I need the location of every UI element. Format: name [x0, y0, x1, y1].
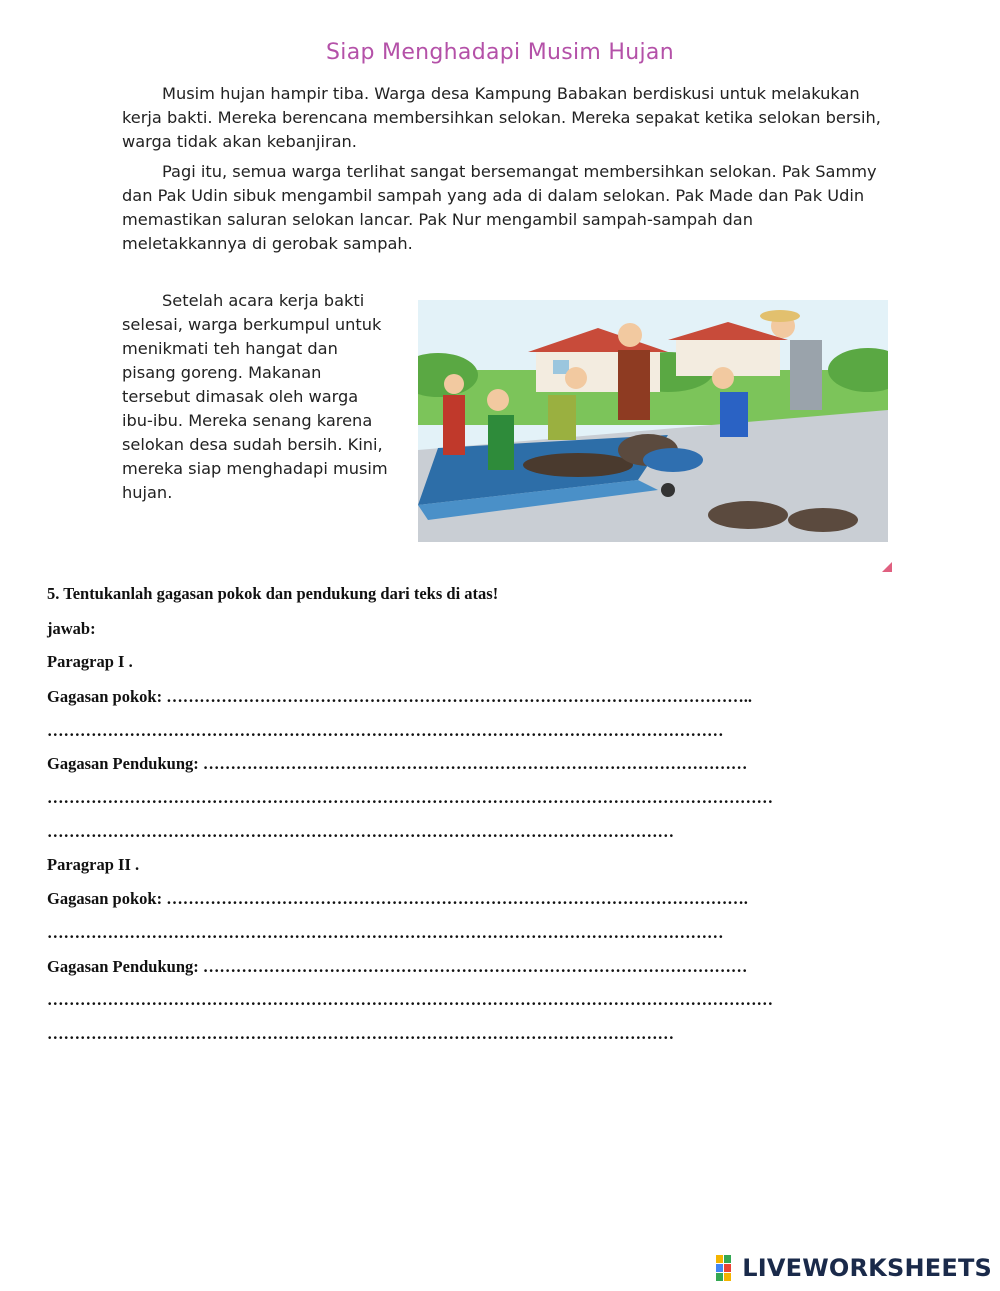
section-2-gagasan-pendukung[interactable]: Gagasan Pendukung: ………………………………………………………………………………………	[47, 957, 748, 976]
section-2-heading: Paragrap II .	[47, 855, 140, 874]
reading-title: Siap Menghadapi Musim Hujan	[326, 40, 674, 65]
section-2-gagasan-pendukung-line-1[interactable]: ……………………………………………………………………………………………………………………	[47, 990, 773, 1009]
section-2-gagasan-pokok[interactable]: Gagasan pokok: …………………………………………………………………………………………….	[47, 889, 748, 908]
section-1-gagasan-pendukung[interactable]: Gagasan Pendukung: ………………………………………………………………………………………	[47, 754, 748, 773]
question-prompt: 5. Tentukanlah gagasan pokok dan pendukung dari teks di atas!	[47, 584, 499, 603]
section-1-heading: Paragrap I .	[47, 652, 133, 671]
kerja-bakti-illustration	[418, 300, 888, 542]
section-2-gagasan-pendukung-line-2[interactable]: ……………………………………………………………………………………………………	[47, 1024, 674, 1043]
reading-paragraph-3: Setelah acara kerja bakti selesai, warga berkumpul untuk menikmati teh hangat dan pisang goreng. Makanan tersebut dimasak oleh warga ibu-ibu. Mereka senang karena selokan desa sudah bersih. Kini, mereka siap menghadapi musim hujan.	[122, 291, 388, 502]
section-1-gagasan-pendukung-line-1[interactable]: ……………………………………………………………………………………………………………………	[47, 788, 773, 807]
section-1-gagasan-pendukung-line-2[interactable]: ……………………………………………………………………………………………………	[47, 822, 674, 841]
section-1-gagasan-pokok[interactable]: Gagasan pokok: ……………………………………………………………………………………………..	[47, 687, 752, 706]
corner-triangle-icon	[878, 558, 892, 572]
section-2-gagasan-pokok-line[interactable]: ……………………………………………………………………………………………………………	[47, 923, 724, 942]
reading-paragraph-1: Musim hujan hampir tiba. Warga desa Kampung Babakan berdiskusi untuk melakukan kerja bakti. Mereka berencana membersihkan selokan. Mereka sepakat ketika selokan bersih, warga tidak akan kebanjiran.	[122, 84, 881, 151]
liveworksheets-logo	[716, 1254, 992, 1282]
logo-text: LIVEWORKSHEETS	[742, 1254, 992, 1282]
reading-paragraph-2: Pagi itu, semua warga terlihat sangat bersemangat membersihkan selokan. Pak Sammy dan Pak Udin sibuk mengambil sampah yang ada di dalam selokan. Pak Made dan Pak Udin memastikan saluran selokan lancar. Pak Nur mengambil sampah-sampah dan meletakkannya di gerobak sampah.	[122, 162, 877, 253]
section-1-gagasan-pokok-line[interactable]: ……………………………………………………………………………………………………………	[47, 721, 724, 740]
liveworksheets-badge-icon	[716, 1255, 738, 1281]
answer-label: jawab:	[47, 619, 96, 638]
